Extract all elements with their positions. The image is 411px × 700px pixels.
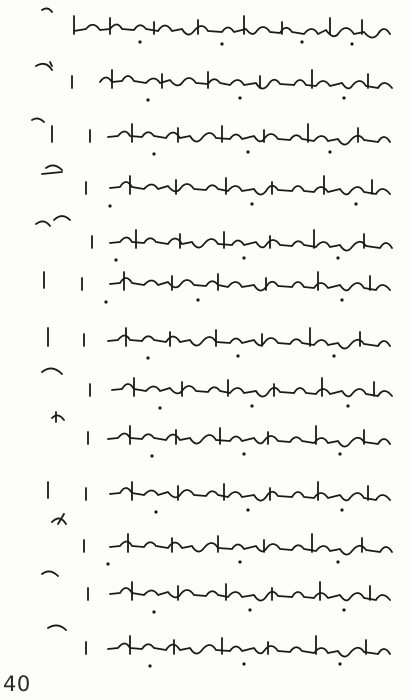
manuscript-line-3 <box>32 118 390 144</box>
manuscript-line-13 <box>48 625 390 656</box>
manuscript-line-9 <box>52 412 390 447</box>
manuscript-line-5 <box>36 216 392 251</box>
manuscript-line-1 <box>42 8 390 37</box>
manuscript-line-4 <box>42 165 390 194</box>
manuscript-line-12 <box>42 571 390 600</box>
manuscript-line-8 <box>42 368 392 396</box>
manuscript-line-6 <box>44 272 390 291</box>
handwritten-arabic-text <box>12 2 402 692</box>
manuscript-line-11 <box>52 514 392 555</box>
manuscript-line-10 <box>48 482 390 501</box>
manuscript-line-2 <box>36 62 392 89</box>
page-number: 40 <box>3 672 31 696</box>
manuscript-line-7 <box>48 328 390 349</box>
manuscript-dots <box>104 40 357 667</box>
